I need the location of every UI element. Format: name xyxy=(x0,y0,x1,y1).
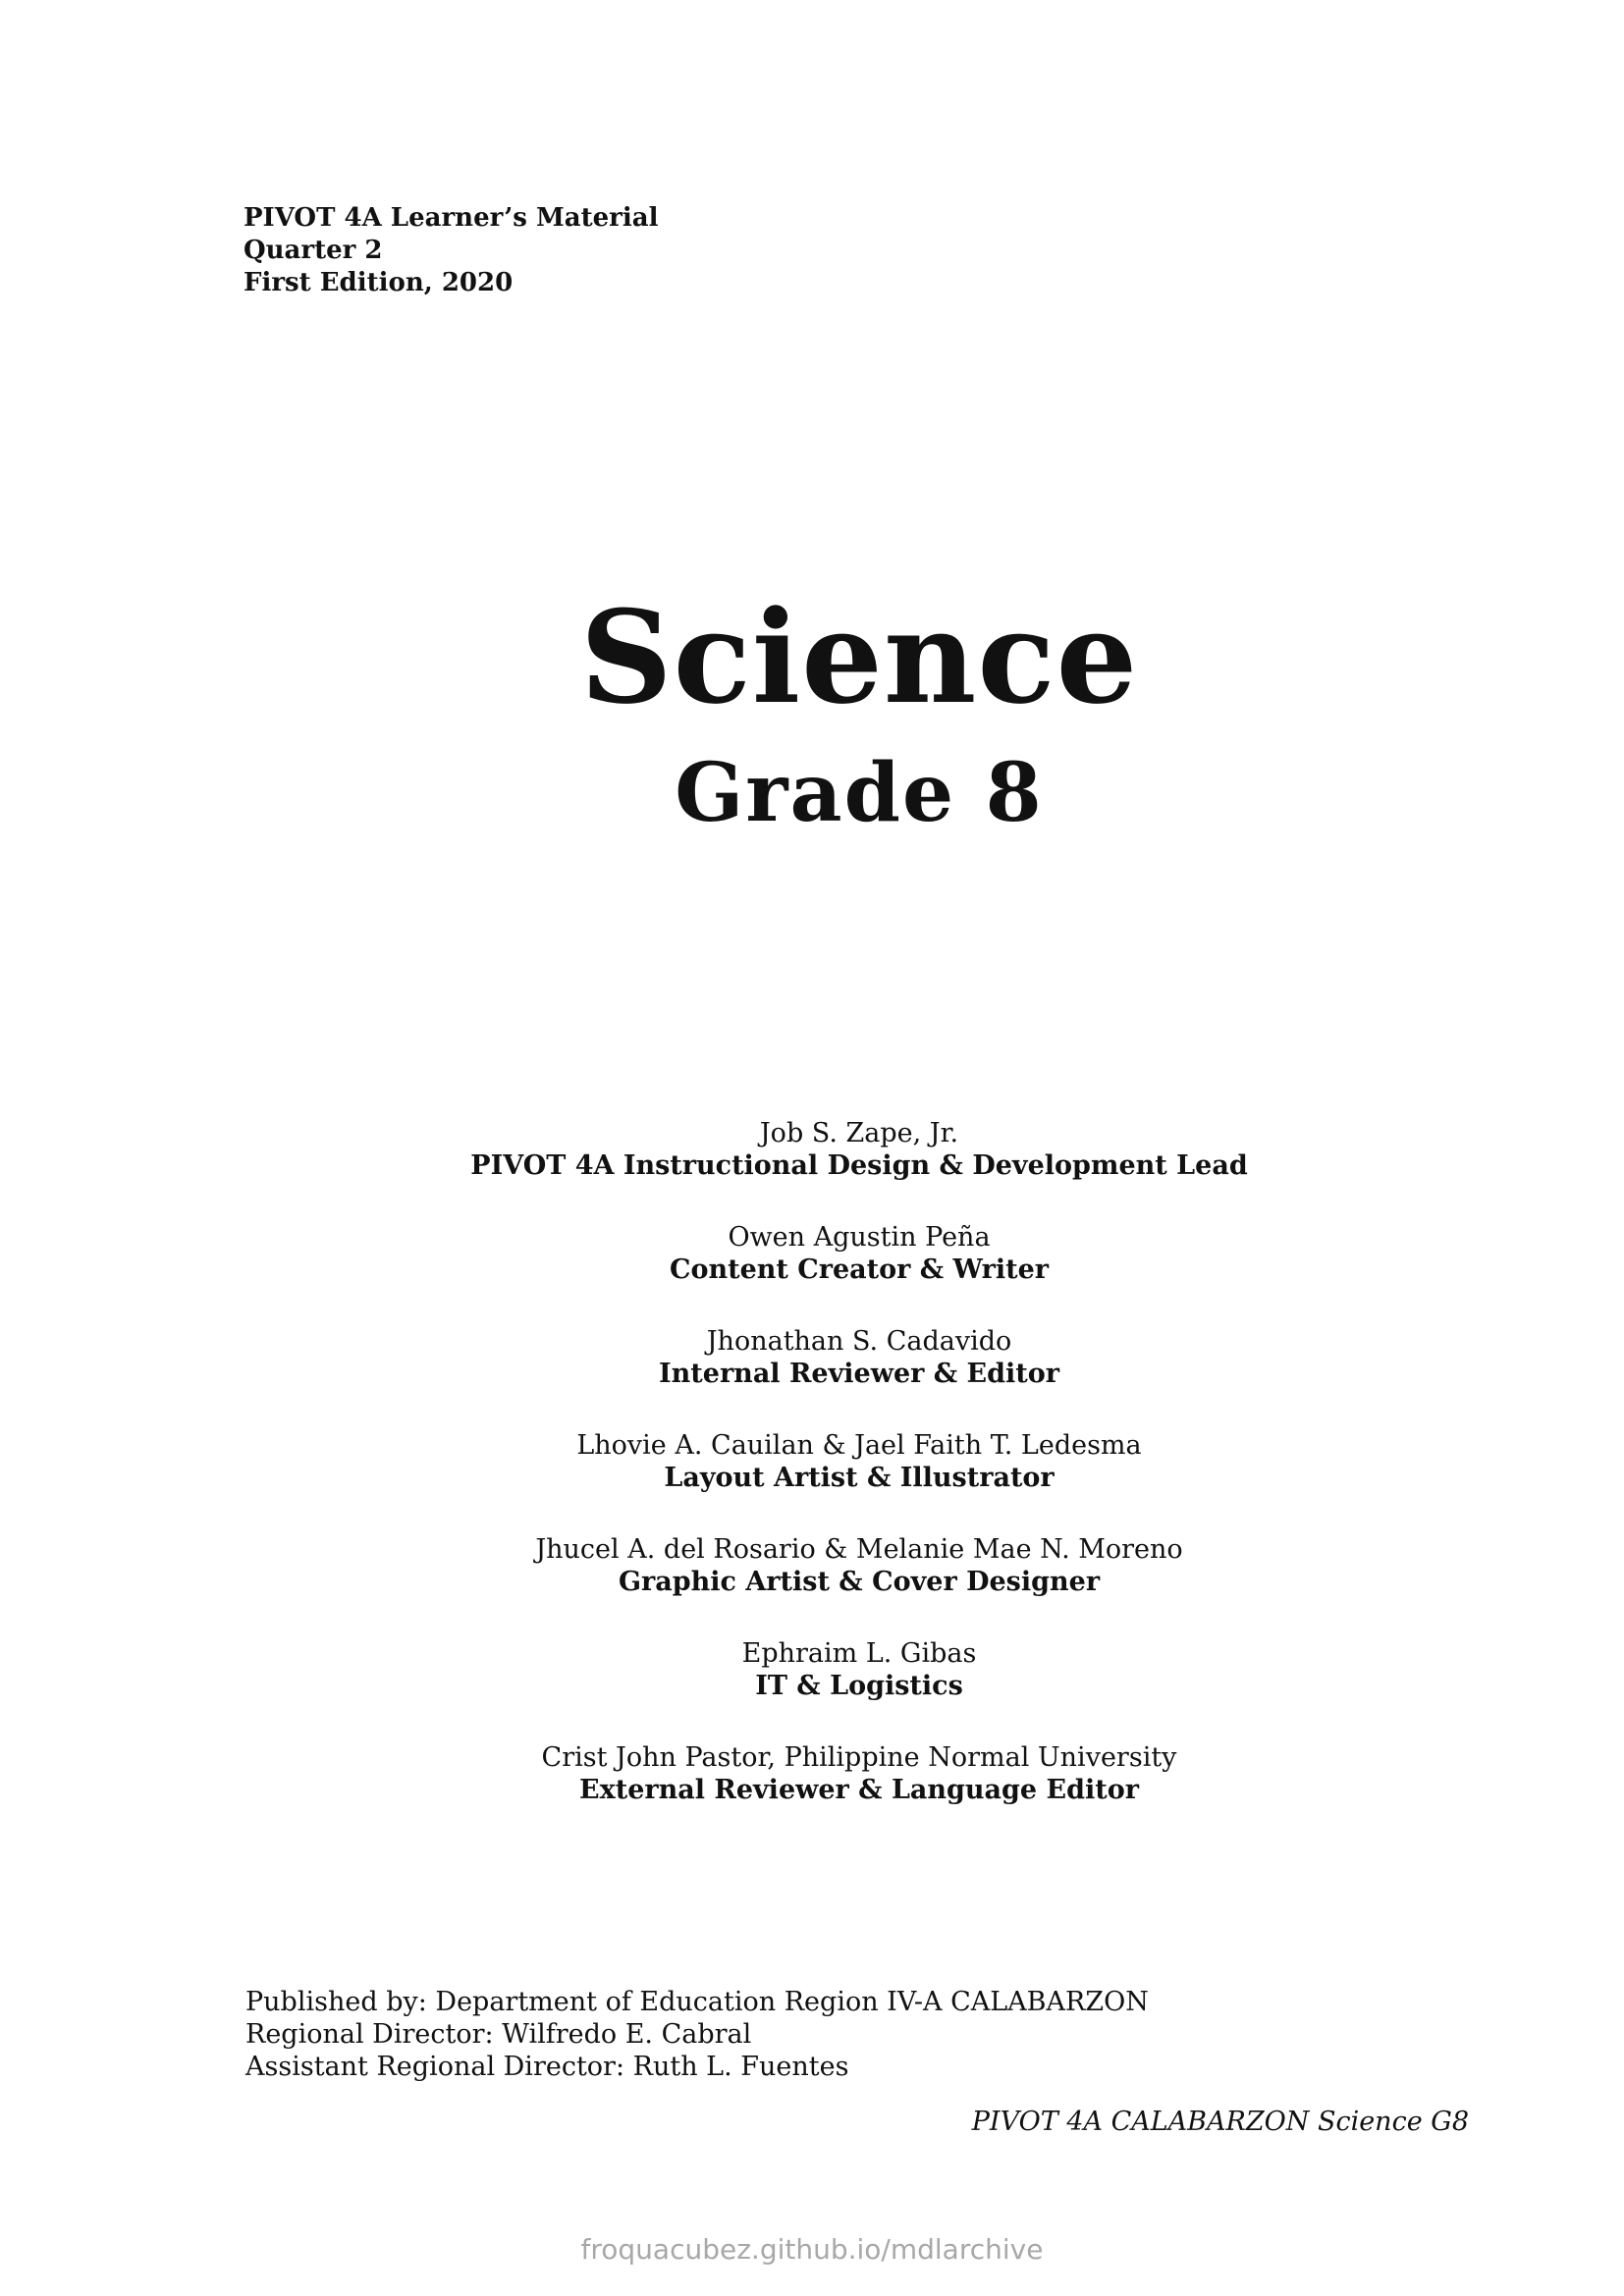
credit-name: Job S. Zape, Jr. xyxy=(759,1118,959,1148)
credit-entry xyxy=(0,1637,1624,1702)
credit-name: Ephraim L. Gibas xyxy=(741,1638,977,1669)
credit-name: Crist John Pastor, Philippine Normal University xyxy=(541,1742,1177,1773)
credit-entry xyxy=(0,1429,1624,1494)
archive-watermark: froquacubez.github.io/mdlarchive xyxy=(580,2233,1044,2266)
credit-entry xyxy=(0,1533,1624,1598)
credit-role: Graphic Artist & Cover Designer xyxy=(618,1567,1101,1597)
credit-role: External Reviewer & Language Editor xyxy=(579,1775,1139,1805)
credit-entry xyxy=(0,1117,1624,1182)
publisher-info xyxy=(245,1986,1149,2083)
edition-label: First Edition, 2020 xyxy=(244,268,514,297)
credit-role: Layout Artist & Illustrator xyxy=(664,1463,1055,1493)
credits-list xyxy=(0,1117,1624,1845)
credit-role: IT & Logistics xyxy=(755,1671,963,1701)
credit-role: Content Creator & Writer xyxy=(669,1255,1049,1285)
subject-title: Science xyxy=(579,582,1139,732)
credit-role: PIVOT 4A Instructional Design & Development Lead xyxy=(470,1150,1248,1181)
grade-title: Grade 8 xyxy=(675,746,1044,840)
credit-entry xyxy=(0,1741,1624,1806)
credit-entry xyxy=(0,1221,1624,1286)
credit-name: Owen Agustin Peña xyxy=(728,1222,991,1253)
credit-name: Jhonathan S. Cadavido xyxy=(706,1326,1012,1357)
assistant-regional-director: Assistant Regional Director: Ruth L. Fuentes xyxy=(245,2052,849,2082)
credit-name: Jhucel A. del Rosario & Melanie Mae N. Moreno xyxy=(535,1534,1183,1565)
published-by: Published by: Department of Education Region IV-A CALABARZON xyxy=(245,1987,1149,2017)
credit-role: Internal Reviewer & Editor xyxy=(659,1359,1059,1389)
material-title: PIVOT 4A Learner’s Material xyxy=(244,203,659,233)
title-block xyxy=(0,579,1624,842)
regional-director: Regional Director: Wilfredo E. Cabral xyxy=(245,2019,752,2050)
series-footer: PIVOT 4A CALABARZON Science G8 xyxy=(971,2107,1469,2137)
quarter-label: Quarter 2 xyxy=(244,236,383,265)
credit-entry xyxy=(0,1325,1624,1390)
edition-info xyxy=(244,202,658,299)
credit-name: Lhovie A. Cauilan & Jael Faith T. Ledesma xyxy=(576,1430,1142,1461)
